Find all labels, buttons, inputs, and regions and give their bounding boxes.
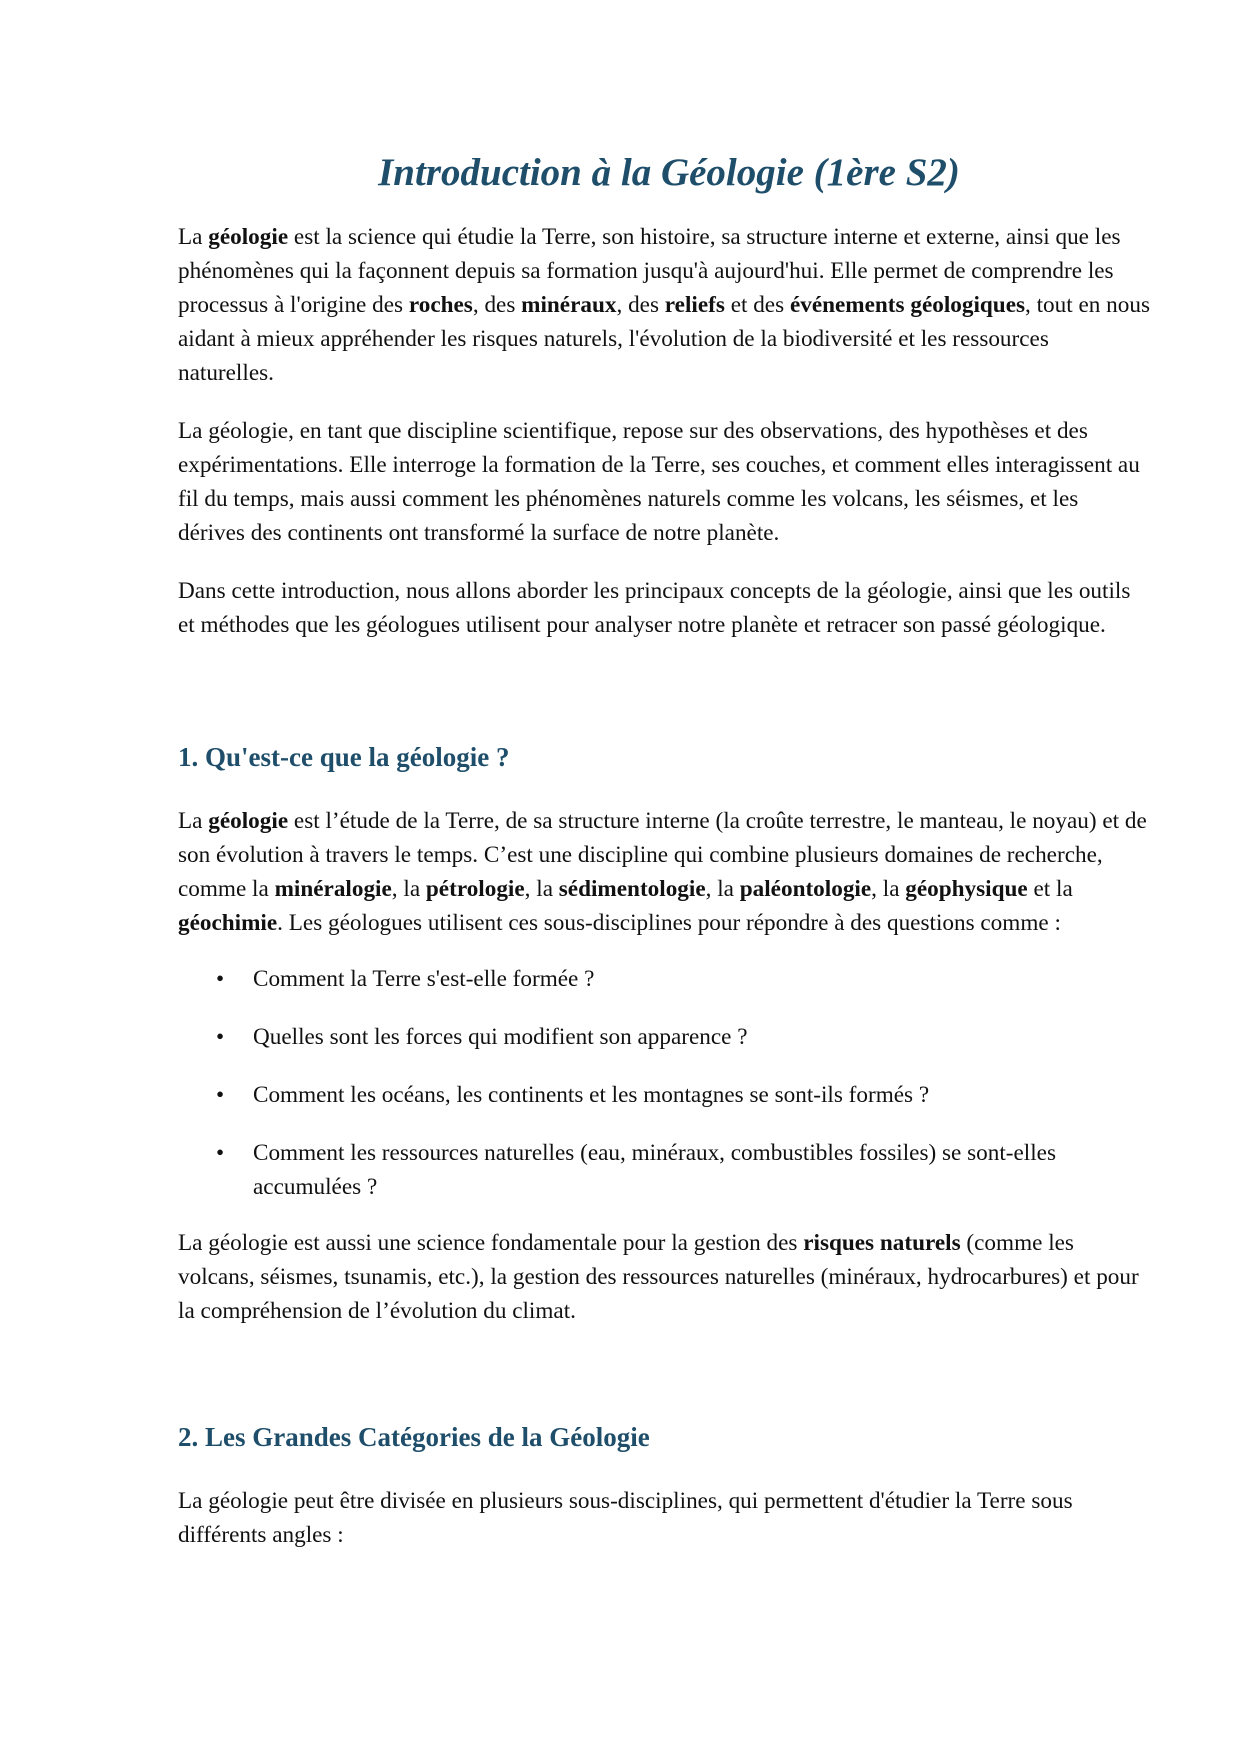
section-1-heading: 1. Qu'est-ce que la géologie ? <box>178 742 510 772</box>
intro-paragraph-3: Dans cette introduction, nous allons aborder les principaux concepts de la géologie, ainsi que les outils et méthodes que les géologues utilisent pour analyser notre planète et retracer son passé géologique. <box>178 578 1131 638</box>
term-evenements-geologiques: événements géologiques <box>789 292 1026 318</box>
bullet-icon: • <box>216 966 225 992</box>
term-sedimentologie: sédimentologie <box>558 876 706 902</box>
term-reliefs: reliefs <box>664 292 725 318</box>
term-mineraux: minéraux <box>521 292 617 318</box>
bullet-icon: • <box>216 1024 225 1050</box>
section-2-paragraph-1: La géologie peut être divisée en plusieurs sous-disciplines, qui permettent d'étudier la Terre sous différents angles : <box>178 1488 1073 1548</box>
term-mineralogie: minéralogie <box>274 876 392 902</box>
bullet-icon: • <box>216 1140 225 1166</box>
term-geophysique: géophysique <box>905 876 1028 902</box>
term-petrologie: pétrologie <box>425 876 525 902</box>
bullet-icon: • <box>216 1082 225 1108</box>
list-item: • Comment les océans, les continents et les montagnes se sont-ils formés ? <box>178 1078 1150 1112</box>
term-roches: roches <box>408 292 473 318</box>
section-1-paragraph-2: La géologie est aussi une science fondamentale pour la gestion des risques naturels (comme les volcans, séismes, tsunamis, etc.), la gestion des ressources naturelles (minéraux, hydrocarbures) et pour la compréhension de l’évolution du climat. <box>178 1230 1139 1324</box>
term-risques-naturels: risques naturels <box>803 1230 961 1256</box>
term-geologie: géologie <box>208 808 289 834</box>
list-item: • Comment la Terre s'est-elle formée ? <box>178 962 1150 996</box>
list-item: • Quelles sont les forces qui modifient son apparence ? <box>178 1020 1150 1054</box>
intro-paragraph-2: La géologie, en tant que discipline scientifique, repose sur des observations, des hypothèses et des expérimentations. Elle interroge la formation de la Terre, ses couches, et comment elles interagissent au fil du temps, mais aussi comment les phénomènes naturels comme les volcans, les séismes, et les dérives des continents ont transformé la surface de notre planète. <box>178 418 1140 546</box>
document-title: Introduction à la Géologie (1ère S2) <box>378 151 960 194</box>
term-paleontologie: paléontologie <box>739 876 872 902</box>
section-2-heading: 2. Les Grandes Catégories de la Géologie <box>178 1422 650 1452</box>
term-geochimie: géochimie <box>178 910 278 936</box>
term-geologie: géologie <box>208 224 289 250</box>
questions-list <box>178 962 1150 1204</box>
list-item: • Comment les ressources naturelles (eau, minéraux, combustibles fossiles) se sont-elles accumulées ? <box>178 1136 1150 1204</box>
section-1-paragraph-1: La géologie est l’étude de la Terre, de sa structure interne (la croûte terrestre, le manteau, le noyau) et de son évolution à travers le temps. C’est une discipline qui combine plusieurs domaines de recherche, comme la minéralogie, la pétrologie, la sédimentologie, la paléontologie, la géophysique et la géochimie. Les géologues utilisent ces sous-disciplines pour répondre à des questions comme : <box>178 808 1147 936</box>
intro-paragraph-1: La géologie est la science qui étudie la Terre, son histoire, sa structure interne et externe, ainsi que les phénomènes qui la façonnent depuis sa formation jusqu'à aujourd'hui. Elle permet de comprendre les processus à l'origine des roches, des minéraux, des reliefs et des événements géologiques, tout en nous aidant à mieux appréhender les risques naturels, l'évolution de la biodiversité et les ressources naturelles. <box>178 224 1150 386</box>
document-page <box>178 146 1150 1552</box>
